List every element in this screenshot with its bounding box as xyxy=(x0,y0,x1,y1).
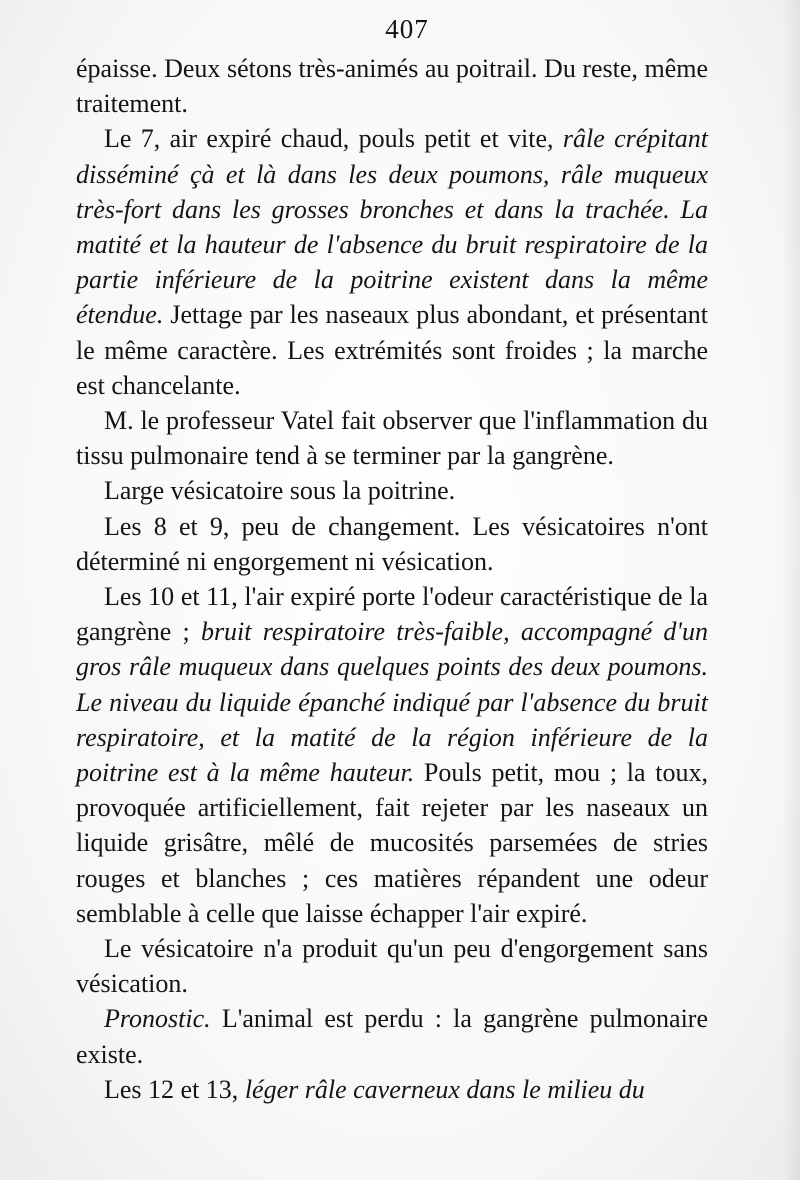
text-segment: L'animal est perdu : la gangrène pulmonaire existe. xyxy=(76,1004,708,1069)
page-edge-shadow xyxy=(782,0,800,1180)
italic-segment: râle crépitant disséminé çà et là dans les deux poumons, râle muqueux très-fort dans les grosses bronches et dans la trachée. La matité et la hauteur de l'absence du bruit respiratoire de la partie inférieure de la poitrine existent dans la même étendue. xyxy=(76,124,708,330)
italic-segment: léger râle caverneux dans le milieu du xyxy=(244,1074,645,1104)
italic-segment: bruit respiratoire très-faible, accompagné d'un gros râle muqueux dans quelques points des deux poumons. Le niveau du liquide épanché indiqué par l'absence du bruit respiratoire, et la matité de la région inférieure de la poitrine est à la même hauteur. xyxy=(76,617,708,788)
paragraph xyxy=(76,1001,708,1071)
paragraph xyxy=(76,509,708,579)
text-segment: Les 12 et 13, xyxy=(104,1074,245,1104)
paragraph xyxy=(76,579,708,931)
paragraph xyxy=(76,931,708,1001)
italic-segment: Pronostic. xyxy=(104,1004,211,1034)
page-number: 407 xyxy=(385,14,429,44)
text-segment: Pouls petit, mou ; la toux, provoquée artificiellement, fait rejeter par les naseaux un liquide grisâtre, mêlé de mucosités parsemées de stries rouges et blanches ; ces matières répandent une odeur semblable à celle que laisse échapper l'air expiré. xyxy=(76,758,708,928)
text-segment: Large vésicatoire sous la poitrine. xyxy=(104,476,456,506)
text-segment: épaisse. Deux sétons très-animés au poitrail. Du reste, même traitement. xyxy=(76,54,708,119)
paragraph xyxy=(76,403,708,473)
paragraph xyxy=(76,1072,708,1107)
paragraph xyxy=(76,51,708,121)
text-segment: Les 8 et 9, peu de changement. Les vésicatoires n'ont déterminé ni engorgement ni vésication. xyxy=(76,511,708,576)
text-segment: Jettage par les naseaux plus abondant, et présentant le même caractère. Les extrémités sont froides ; la marche est chancelante. xyxy=(76,300,708,400)
text-segment: Le 7, air expiré chaud, pouls petit et vite, xyxy=(104,124,563,154)
body-text xyxy=(76,51,708,1107)
paragraph xyxy=(76,473,708,508)
text-segment: Le vésicatoire n'a produit qu'un peu d'engorgement sans vésication. xyxy=(76,934,708,999)
text-segment: Les 10 et 11, l'air expiré porte l'odeur caractéristique de la gangrène ; xyxy=(76,582,708,647)
paragraph xyxy=(76,121,708,403)
text-segment: M. le professeur Vatel fait observer que l'inflammation du tissu pulmonaire tend à se terminer par la gangrène. xyxy=(76,406,708,471)
